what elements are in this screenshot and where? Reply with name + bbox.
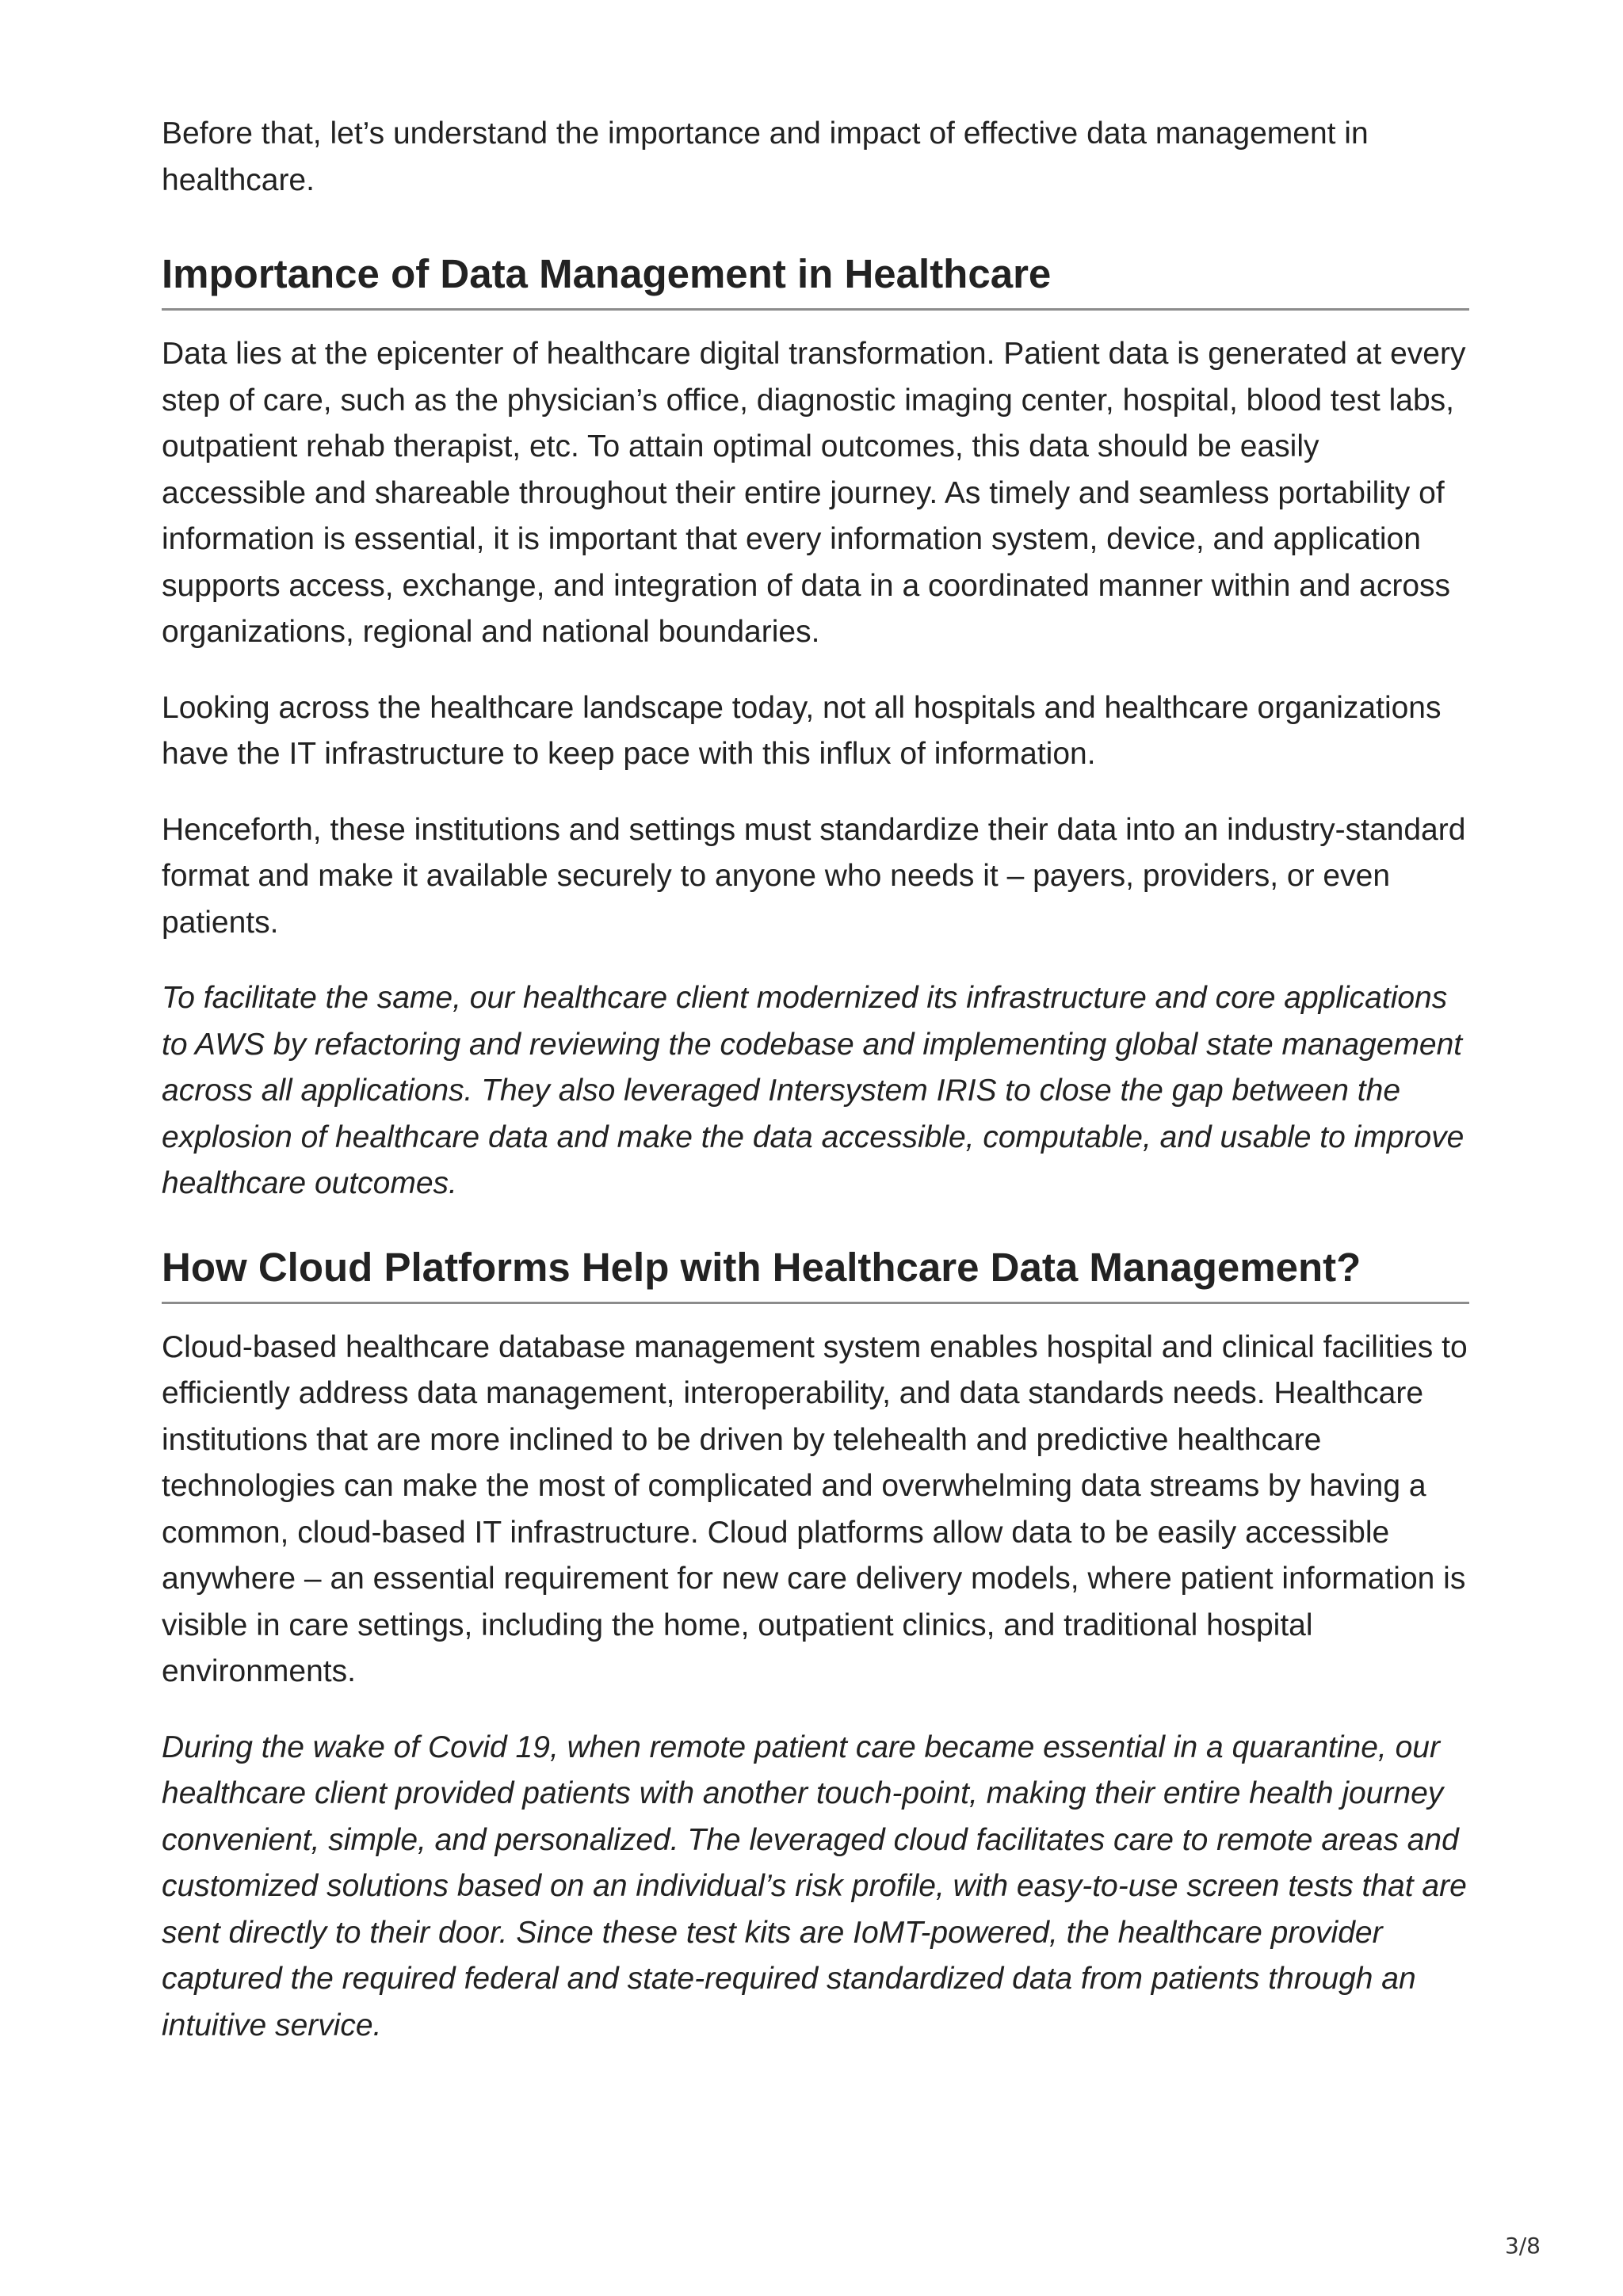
paragraph-henceforth: Henceforth, these institutions and settings must standardize their data into an industry-standard format and make it available securely to anyone who needs it – payers, providers, or even patients. [162,812,1466,940]
document-page [162,111,1469,2078]
page-number: 3/8 [1504,2233,1541,2259]
section-heading-importance: Importance of Data Management in Healthcare [162,249,1469,311]
paragraph-client-aws: To facilitate the same, our healthcare client modernized its infrastructure and core applications to AWS by refactoring and reviewing the codebase and implementing global state management across all applications. They also leveraged Intersystem IRIS to close the gap between the explosion of healthcare data and make the data accessible, computable, and usable to improve healthcare outcomes. [162,981,1465,1200]
paragraph-cloud-based: Cloud-based healthcare database management system enables hospital and clinical facilities to efficiently address data management, interoperability, and data standards needs. Healthcare institutions that are more inclined to be driven by telehealth and predictive healthcare technologies can make the most of complicated and overwhelming data streams by having a common, cloud-based IT infrastructure. Cloud platforms allow data to be easily accessible anywhere – an essential requirement for new care delivery models, where patient information is visible in care settings, including the home, outpatient clinics, and traditional hospital environments. [162,1329,1468,1688]
section-heading-cloud: How Cloud Platforms Help with Healthcare Data Management? [162,1242,1469,1304]
paragraph-covid: During the wake of Covid 19, when remote patient care became essential in a quarantine, our healthcare client provided patients with another touch-point, making their entire health journey convenient, simple, and personalized. The leveraged cloud facilitates care to remote areas and customized solutions based on an individual’s risk profile, with easy-to-use screen tests that are sent directly to their door. Since these test kits are IoMT-powered, the healthcare provider captured the required federal and state-required standardized data from patients through an intuitive service. [162,1730,1467,2042]
intro-paragraph: Before that, let’s understand the importance and impact of effective data management in healthcare. [162,116,1369,197]
paragraph-landscape: Looking across the healthcare landscape today, not all hospitals and healthcare organizations have the IT infrastructure to keep pace with this influx of information. [162,690,1442,771]
paragraph-epicenter: Data lies at the epicenter of healthcare digital transformation. Patient data is generated at every step of care, such as the physician’s office, diagnostic imaging center, hospital, blood test labs, outpatient rehab therapist, etc. To attain optimal outcomes, this data should be easily accessible and shareable throughout their entire journey. As timely and seamless portability of information is essential, it is important that every information system, device, and application supports access, exchange, and integration of data in a coordinated manner within and across organizations, regional and national boundaries. [162,337,1466,649]
